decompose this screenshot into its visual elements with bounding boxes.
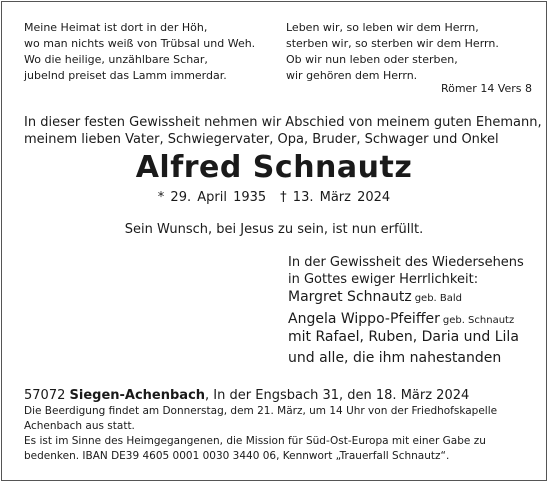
footer-line: Die Beerdigung findet am Donnerstag, dem 21. März, um 14 Uhr von der Friedhofskapelle [24,405,498,417]
intro-line: In dieser festen Gewissheit nehmen wir Abschied von meinem guten Ehemann, [24,115,542,130]
postal-code: 57072 [24,388,66,403]
mourner-grandchildren: mit Rafael, Ruben, Daria und Lila [288,329,519,345]
poem-right [286,20,499,84]
certainty-line: In der Gewissheit des Wiedersehens [288,255,524,270]
certainty-text [288,254,524,288]
certainty-line: in Gottes ewiger Herrlichkeit: [288,272,479,287]
birth-date: * 29. April 1935 [157,190,267,205]
mourner-name: Margret Schnautz [288,289,412,305]
poem-line: Meine Heimat ist dort in der Höh, [24,21,208,34]
mourner-others: und alle, die ihm nahestanden [288,350,502,366]
footer-line: Achenbach aus statt. [24,420,135,432]
poem-line: Wo die heilige, unzählbare Schar, [24,53,208,66]
poem-line: wir gehören dem Herrn. [286,69,418,82]
wish-text: Sein Wunsch, bei Jesus zu sein, ist nun erfüllt. [124,222,424,237]
intro-text [24,114,542,148]
death-date: † 13. März 2024 [280,190,391,205]
mourner-note: geb. Schnautz [442,315,515,326]
verse-reference: Römer 14 Vers 8 [440,82,532,95]
footer-line: bedenken. IBAN DE39 4605 0001 0030 3440 06, Kennwort „Trauerfall Schnautz“. [24,450,450,462]
poem-line: Leben wir, so leben wir dem Herrn, [286,21,479,34]
mourner-name: Angela Wippo-Pfeiffer [288,311,440,327]
mourner-note: geb. Bald [414,293,463,304]
poem-left [24,20,255,84]
intro-line: meinem lieben Vater, Schwiegervater, Opa, Bruder, Schwager und Onkel [24,132,499,147]
poem-line: Ob wir nun leben oder sterben, [286,53,458,66]
mourner-wife [288,287,462,309]
poem-line: wo man nichts weiß von Trübsal und Weh. [24,37,256,50]
place-and-date [24,387,469,404]
deceased-name: Alfred Schnautz [135,150,413,185]
city-name: Siegen-Achenbach [69,388,206,403]
poem-line: sterben wir, so sterben wir dem Herrn. [286,37,499,50]
obituary-notice [1,1,547,481]
funeral-details [24,404,497,464]
address-date: , In der Engsbach 31, den 18. März 2024 [205,388,470,403]
life-dates [2,190,546,206]
poem-line: jubelnd preiset das Lamm immerdar. [24,69,227,82]
footer-line: Es ist im Sinne des Heimgegangenen, die Mission für Süd-Ost-Europa mit einer Gabe zu [24,435,486,447]
